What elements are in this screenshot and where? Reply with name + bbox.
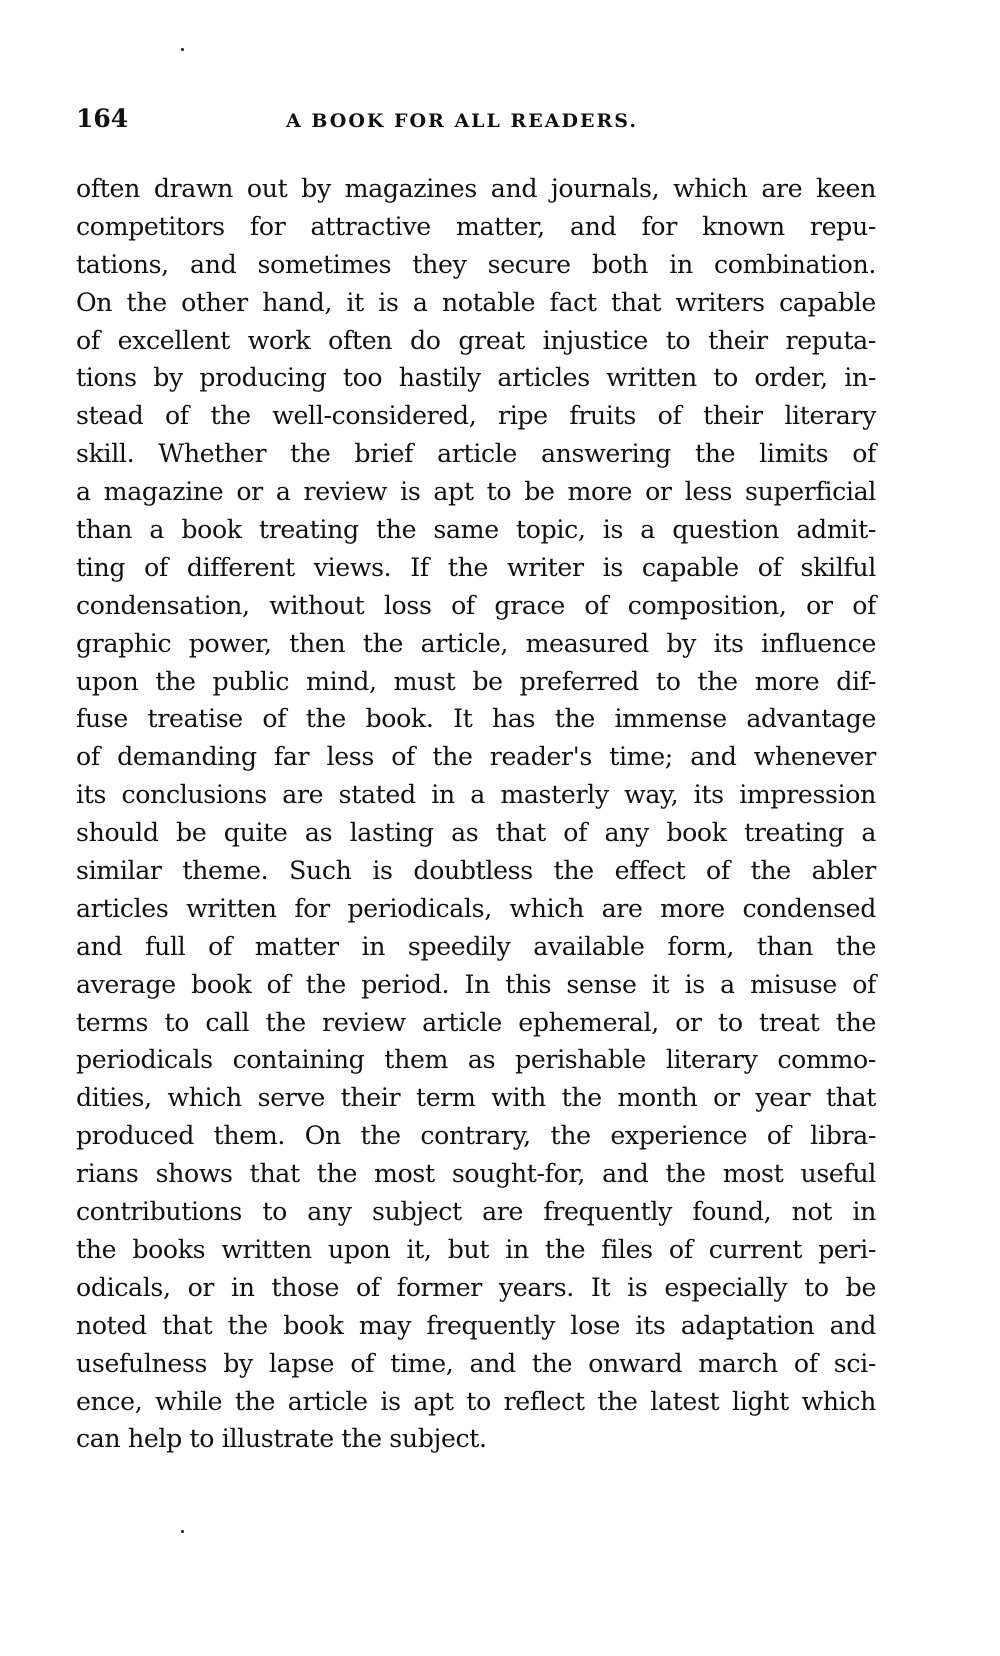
text-line: competitors for attractive matter, and for known repu- <box>76 211 876 241</box>
text-line: average book of the period. In this sense it is a misuse of <box>76 969 876 999</box>
running-head: A BOOK FOR ALL READERS. <box>286 110 638 132</box>
text-line: can help to illustrate the subject. <box>76 1424 487 1454</box>
text-line: rians shows that the most sought-for, and the most useful <box>76 1159 876 1189</box>
text-line: condensation, without loss of grace of composition, or of <box>76 590 876 620</box>
text-line: noted that the book may frequently lose its adaptation and <box>76 1310 876 1340</box>
text-line: produced them. On the contrary, the experience of libra- <box>76 1121 876 1151</box>
text-line: and full of matter in speedily available form, than the <box>76 931 876 961</box>
text-line: ence, while the article is apt to reflect the latest light which <box>76 1386 876 1416</box>
text-line: articles written for periodicals, which are more condensed <box>76 893 876 923</box>
text-line: tions by producing too hastily articles written to order, in- <box>76 363 876 393</box>
text-line: similar theme. Such is doubtless the effect of the abler <box>76 856 876 886</box>
text-line: terms to call the review article ephemeral, or to treat the <box>76 1007 876 1037</box>
text-line: of excellent work often do great injustice to their reputa- <box>76 325 876 355</box>
scan-speck-top <box>181 48 184 51</box>
text-line: of demanding far less of the reader's time; and whenever <box>76 742 876 772</box>
text-line: upon the public mind, must be preferred to the more dif- <box>76 666 876 696</box>
text-line: usefulness by lapse of time, and the onward march of sci- <box>76 1348 876 1378</box>
text-line: contributions to any subject are frequently found, not in <box>76 1197 876 1227</box>
text-line: graphic power, then the article, measured by its influence <box>76 628 876 658</box>
text-line: than a book treating the same topic, is a question admit- <box>76 515 876 545</box>
text-line: fuse treatise of the book. It has the immense advantage <box>76 704 876 734</box>
text-line: stead of the well-considered, ripe fruits of their literary <box>76 401 876 431</box>
body-paragraph <box>76 170 876 1458</box>
text-line: odicals, or in those of former years. It is especially to be <box>76 1272 876 1302</box>
text-line: On the other hand, it is a notable fact that writers capable <box>76 287 876 317</box>
text-line: a magazine or a review is apt to be more or less superficial <box>76 477 876 507</box>
text-line: should be quite as lasting as that of any book treating a <box>76 818 876 848</box>
text-line: often drawn out by magazines and journals, which are keen <box>76 174 876 203</box>
text-line: tations, and sometimes they secure both in combination. <box>76 249 876 279</box>
text-line: ting of different views. If the writer is capable of skilful <box>76 552 876 582</box>
text-line: its conclusions are stated in a masterly way, its impression <box>76 780 876 810</box>
text-line: skill. Whether the brief article answering the limits of <box>76 439 876 469</box>
scan-speck-bottom <box>181 1530 184 1533</box>
page-header <box>76 104 876 138</box>
page-number: 164 <box>76 104 129 133</box>
text-line: periodicals containing them as perishable literary commo- <box>76 1045 876 1075</box>
text-line: the books written upon it, but in the files of current peri- <box>76 1234 876 1264</box>
text-line: dities, which serve their term with the month or year that <box>76 1083 876 1113</box>
